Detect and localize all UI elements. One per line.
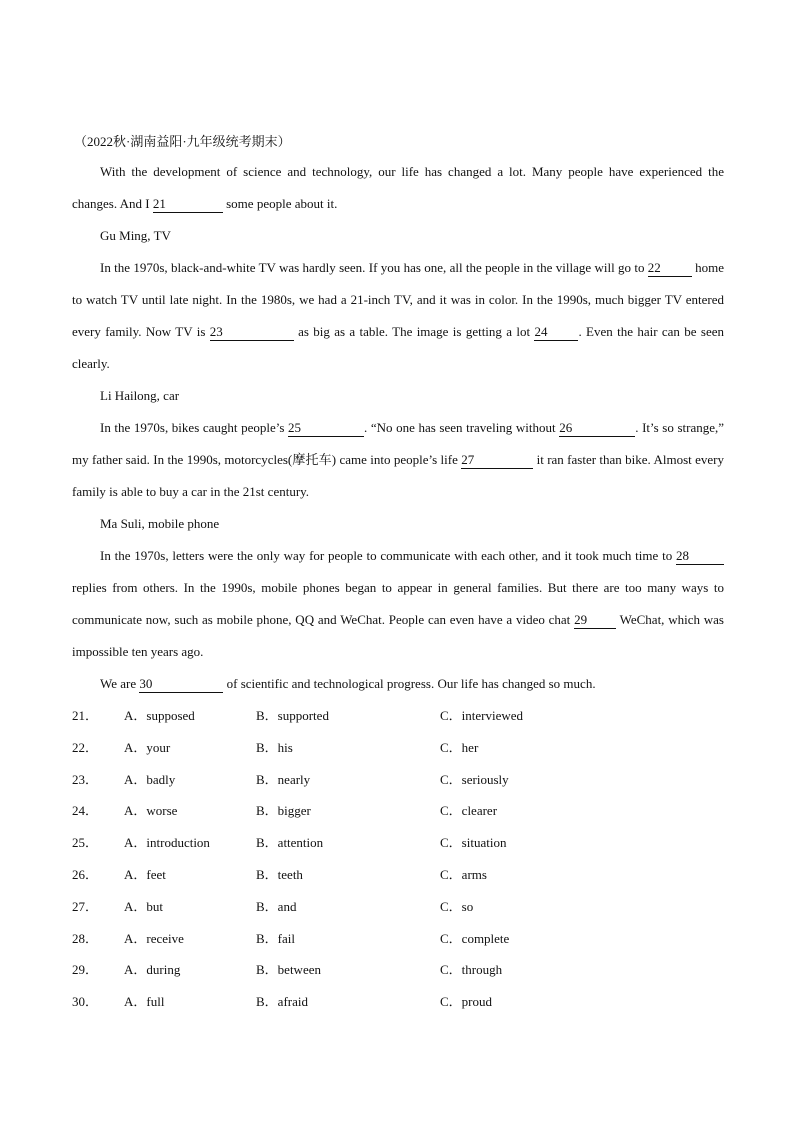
option-a[interactable]: A．during — [124, 962, 181, 978]
option-a[interactable]: A．but — [124, 898, 164, 914]
phone-paragraph — [72, 540, 724, 668]
tv-text-4: . Even the hair can be seen clearly. — [72, 324, 724, 371]
phone-text-1: In the 1970s, letters were the only way for people to communicate with each other, and it took much time to — [100, 548, 676, 563]
option-a[interactable]: A．introduction — [124, 835, 210, 851]
cloze-passage — [72, 128, 724, 700]
blank-26: 26 — [559, 420, 635, 437]
blank-27: 27 — [461, 452, 533, 469]
option-a[interactable]: A．your — [124, 739, 171, 755]
question-number: 27． — [72, 898, 99, 914]
option-a[interactable]: A．supposed — [124, 708, 195, 723]
option-c[interactable]: C．clearer — [440, 803, 498, 819]
option-b[interactable]: B．nearly — [256, 771, 311, 787]
option-row-27 — [72, 891, 724, 923]
option-b[interactable]: B．afraid — [256, 994, 308, 1010]
blank-22: 22 — [648, 260, 692, 277]
question-number: 29． — [72, 962, 99, 978]
car-text-1: In the 1970s, bikes caught people’s — [100, 420, 289, 435]
option-row-28 — [72, 923, 724, 955]
blank-25: 25 — [288, 420, 364, 437]
option-a[interactable]: A．receive — [124, 930, 184, 946]
tv-paragraph — [72, 252, 724, 380]
tv-text-3: as big as a table. The image is getting a lot — [293, 324, 535, 339]
car-text-3: . It’s so strange,” my father said. In the 1990s, motorcycles(摩托车) came into people’s life — [72, 420, 725, 467]
car-text-2: . “No one has seen traveling without — [364, 420, 560, 435]
section-heading-phone: Ma Suli, mobile phone — [100, 516, 220, 531]
option-a[interactable]: A．feet — [124, 866, 166, 882]
option-row-22 — [72, 732, 724, 764]
option-row-29 — [72, 954, 724, 986]
answer-options — [72, 700, 724, 1018]
option-c[interactable]: C．arms — [440, 866, 487, 882]
tv-text-1: In the 1970s, black-and-white TV was hardly seen. If you has one, all the people in the village will go to — [100, 260, 648, 275]
option-b[interactable]: B．attention — [256, 835, 324, 851]
option-row-24 — [72, 795, 724, 827]
closing-paragraph — [72, 668, 724, 700]
intro-paragraph — [72, 156, 724, 220]
blank-28: 28 — [676, 548, 724, 565]
option-c[interactable]: C．her — [440, 739, 479, 755]
tv-text-2: home to watch TV until late night. In the 1980s, we had a 21-inch TV, and it was in color. In the 1990s, much bigger TV entered every family. Now TV is — [72, 260, 724, 339]
question-number: 24． — [72, 803, 99, 819]
question-number: 25． — [72, 835, 99, 851]
option-c[interactable]: C．through — [440, 962, 503, 978]
closing-text-1: We are — [100, 676, 140, 691]
section-heading-tv: Gu Ming, TV — [100, 228, 171, 243]
option-row-23 — [72, 764, 724, 796]
car-text-4: it ran faster than bike. Almost every family is able to buy a car in the 21st century. — [72, 452, 724, 499]
option-row-30 — [72, 986, 724, 1018]
car-paragraph — [72, 412, 724, 508]
intro-text-1: With the development of science and technology, our life has changed a lot. Many people have experienced the changes. And I — [72, 164, 724, 211]
option-row-25 — [72, 827, 724, 859]
option-b[interactable]: B．fail — [256, 930, 295, 946]
option-c[interactable]: C．seriously — [440, 771, 509, 787]
phone-text-3: WeChat, which was impossible ten years ago. — [72, 612, 724, 659]
question-number: 28． — [72, 930, 99, 946]
option-b[interactable]: B．his — [256, 739, 293, 755]
option-a[interactable]: A．worse — [124, 803, 178, 819]
source-note: （2022秋·湖南益阳·九年级统考期末） — [74, 134, 291, 149]
question-number: 23． — [72, 771, 99, 787]
blank-29: 29 — [574, 612, 616, 629]
phone-text-2: replies from others. In the 1990s, mobile phones began to appear in general families. But there are too many ways to communicate now, such as mobile phone, QQ and WeChat. People can even have a video chat — [72, 580, 724, 627]
option-c[interactable]: C．interviewed — [440, 708, 524, 723]
option-c[interactable]: C．complete — [440, 930, 510, 946]
question-number: 21． — [72, 708, 99, 723]
option-c[interactable]: C．situation — [440, 835, 507, 851]
option-b[interactable]: B．teeth — [256, 866, 303, 882]
question-number: 22． — [72, 739, 99, 755]
closing-text-2: of scientific and technological progress. Our life has changed so much. — [223, 676, 596, 691]
blank-24: 24 — [534, 324, 578, 341]
option-a[interactable]: A．badly — [124, 771, 176, 787]
option-b[interactable]: B．supported — [256, 708, 329, 723]
option-row-21 — [72, 700, 724, 732]
section-heading-car: Li Hailong, car — [100, 388, 180, 403]
option-b[interactable]: B．bigger — [256, 803, 311, 819]
option-row-26 — [72, 859, 724, 891]
blank-30: 30 — [139, 676, 223, 693]
option-b[interactable]: B．and — [256, 898, 297, 914]
option-b[interactable]: B．between — [256, 962, 321, 978]
question-number: 30． — [72, 994, 99, 1010]
option-c[interactable]: C．proud — [440, 994, 493, 1010]
blank-23: 23 — [210, 324, 294, 341]
question-number: 26． — [72, 866, 99, 882]
option-a[interactable]: A．full — [124, 994, 165, 1010]
option-c[interactable]: C．so — [440, 898, 474, 914]
intro-text-2: some people about it. — [222, 196, 338, 211]
blank-21: 21 — [153, 196, 223, 213]
